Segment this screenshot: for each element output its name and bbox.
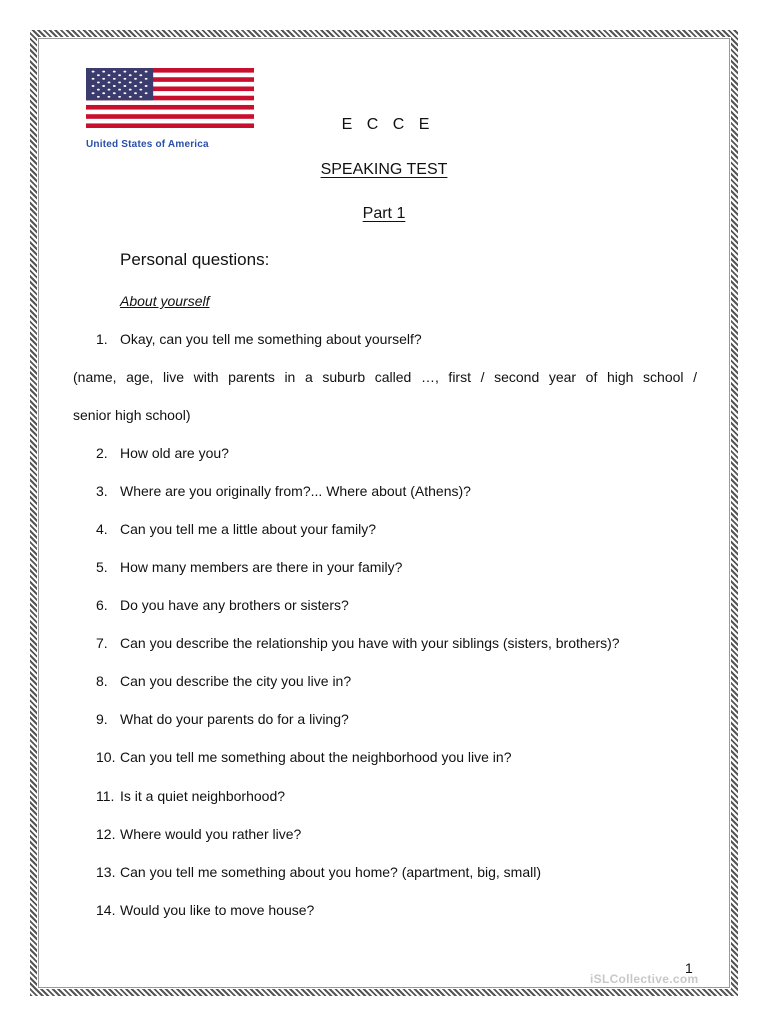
exam-title: E C C E: [341, 116, 435, 133]
question-text: Where would you rather live?: [120, 826, 302, 842]
page-number: 1: [685, 960, 693, 976]
question-text: Is it a quiet neighborhood?: [120, 788, 286, 804]
section-subheading: About yourself: [120, 293, 210, 309]
question-number: 12.: [96, 826, 116, 842]
question-number: 7.: [96, 635, 108, 651]
question-number: 9.: [96, 711, 108, 727]
question-number: 4.: [96, 521, 108, 537]
question-text: Can you describe the city you live in?: [120, 673, 352, 689]
question-text: How old are you?: [120, 445, 229, 461]
part-heading: [0, 205, 768, 223]
question-text: Can you tell me something about the neighborhood you live in?: [120, 749, 512, 765]
question-number: 13.: [96, 864, 116, 880]
question-number: 5.: [96, 559, 108, 575]
question-text: Okay, can you tell me something about yourself?: [120, 331, 422, 347]
watermark: iSLCollective.com: [590, 972, 699, 986]
question-number: 3.: [96, 483, 108, 499]
question-number: 11.: [96, 788, 115, 804]
question-number: 8.: [96, 673, 108, 689]
answer-hint-line-2: senior high school): [73, 407, 191, 423]
question-number: 10.: [96, 749, 116, 765]
question-text: Do you have any brothers or sisters?: [120, 597, 349, 613]
inner-border-line: [38, 38, 730, 988]
part-heading-text: Part 1: [362, 205, 406, 222]
flag-logo: [86, 68, 261, 150]
answer-hint-line-1: (name, age, live with parents in a suburb called …, first / second year of high school /: [73, 369, 697, 385]
question-text: Can you tell me something about you home? (apartment, big, small): [120, 864, 541, 880]
question-number: 6.: [96, 597, 108, 613]
question-text: Would you like to move house?: [120, 902, 315, 918]
test-subtitle-text: SPEAKING TEST: [320, 161, 448, 178]
question-text: How many members are there in your family?: [120, 559, 403, 575]
question-text: Can you tell me a little about your family?: [120, 521, 377, 537]
section-heading: Personal questions:: [120, 250, 270, 269]
question-number: 14.: [96, 902, 116, 918]
question-text: What do your parents do for a living?: [120, 711, 349, 727]
question-number: 1.: [96, 331, 108, 347]
flag-caption: United States of America: [86, 139, 209, 150]
question-number: 2.: [96, 445, 108, 461]
question-text: Can you describe the relationship you have with your siblings (sisters, brothers)?: [120, 635, 620, 651]
question-text: Where are you originally from?... Where about (Athens)?: [120, 483, 471, 499]
test-subtitle: [0, 161, 768, 179]
